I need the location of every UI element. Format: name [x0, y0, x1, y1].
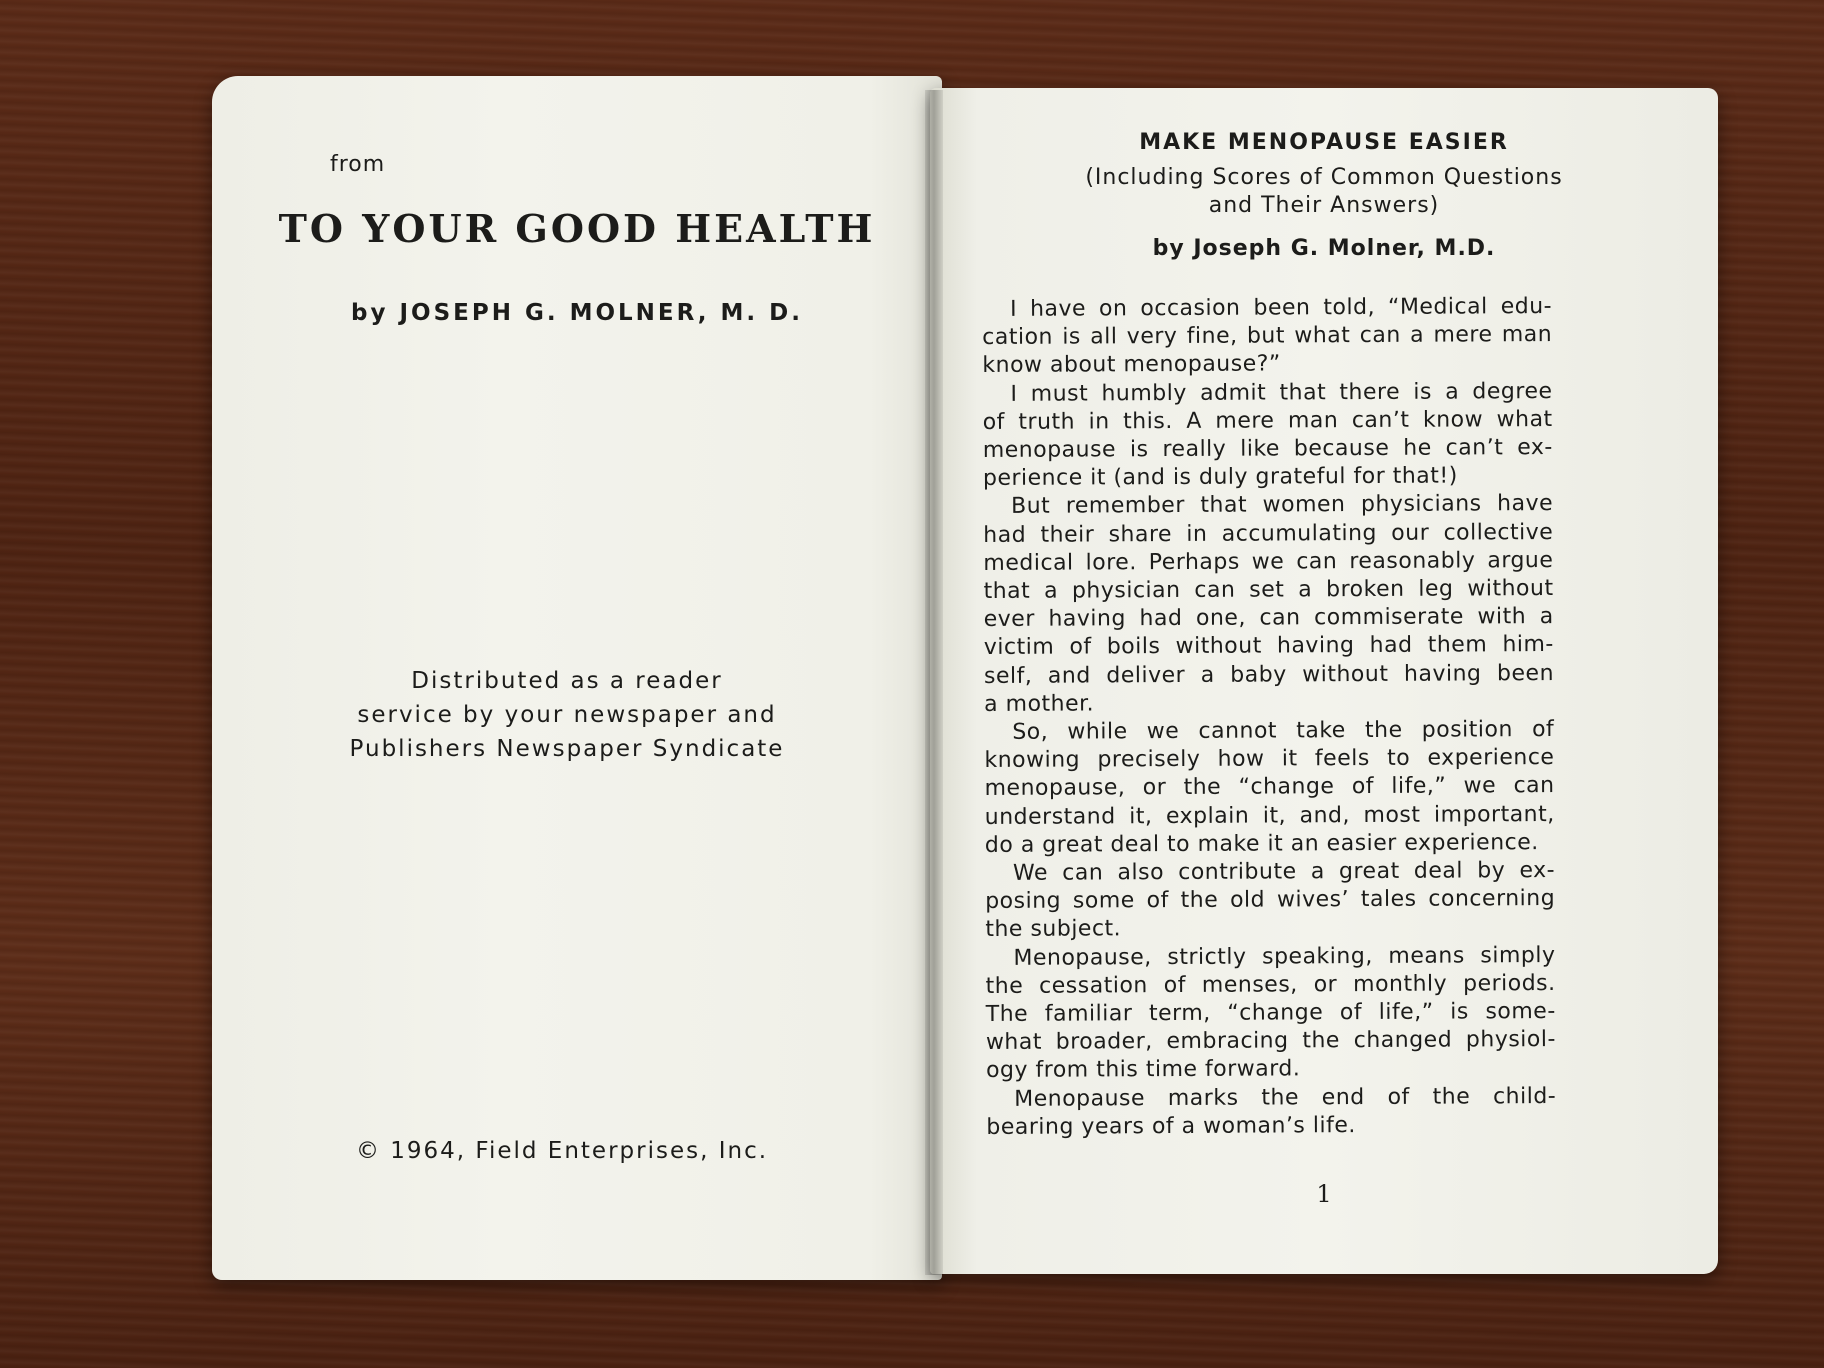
body-line: Menopause, strictly speaking, means simply: [1013, 942, 1556, 971]
body-line: a mother.: [984, 691, 1095, 717]
body-line: knowing precisely how it feels to experience: [984, 745, 1555, 774]
from-label: from: [330, 152, 386, 177]
body-line: But remember that women physicians have: [1011, 491, 1554, 520]
page-number: 1: [1316, 1180, 1332, 1208]
article-body: [982, 293, 1556, 1142]
body-line: The familiar term, “change of life,” is some-: [985, 999, 1556, 1028]
body-line: cation is all very fine, but what can a mere man: [982, 322, 1553, 351]
book-title: TO YOUR GOOD HEALTH: [278, 206, 876, 251]
distribution-line: service by your newspaper and: [357, 702, 777, 728]
body-line: the cessation of menses, or monthly periods.: [985, 970, 1556, 999]
left-author-line: by JOSEPH G. MOLNER, M. D.: [351, 300, 803, 326]
body-line: ogy from this time forward.: [985, 1056, 1301, 1084]
body-line: bearing years of a woman’s life.: [986, 1112, 1356, 1140]
body-line: understand it, explain it, and, most important,: [984, 801, 1555, 830]
body-line: perience it (and is duly grateful for that!): [982, 463, 1458, 492]
body-line: posing some of the old wives’ tales concerning: [985, 886, 1556, 915]
article-author: by Joseph G. Molner, M.D.: [1152, 236, 1496, 261]
distribution-line: Publishers Newspaper Syndicate: [349, 736, 785, 762]
article-subtitle: [930, 164, 1718, 220]
body-line: do a great deal to make it an easier experience.: [984, 829, 1539, 858]
subtitle-line: and Their Answers): [1208, 193, 1440, 218]
body-line: know about menopause?”: [982, 351, 1281, 379]
body-line: self, and deliver a baby without having been: [983, 660, 1555, 689]
subtitle-line: (Including Scores of Common Questions: [1085, 165, 1563, 190]
body-line: the subject.: [985, 916, 1122, 943]
body-line: I have on occasion been told, “Medical edu-: [1010, 294, 1553, 322]
distribution-notice: [212, 664, 922, 766]
body-line: that a physician can set a broken leg without: [983, 576, 1554, 605]
body-line: I must humbly admit that there is a degree: [1010, 378, 1553, 407]
body-line: menopause is really like because he can’t ex-: [982, 435, 1553, 464]
article-title: MAKE MENOPAUSE EASIER: [1139, 130, 1509, 155]
body-line: ever having had one, can commiserate with a: [983, 604, 1554, 633]
distribution-line: Distributed as a reader: [411, 668, 723, 694]
copyright-notice: © 1964, Field Enterprises, Inc.: [355, 1138, 769, 1164]
body-line: We can also contribute a great deal by ex-: [1012, 858, 1556, 886]
body-line: Menopause marks the end of the child-: [1014, 1083, 1557, 1112]
body-line: of truth in this. A mere man can’t know what: [982, 406, 1553, 435]
body-line: victim of boils without having had them him-: [983, 632, 1554, 661]
right-page: [930, 88, 1718, 1274]
left-page: [212, 76, 942, 1280]
body-line: what broader, embracing the changed physiol-: [985, 1027, 1556, 1056]
book-gutter: [925, 90, 943, 1275]
body-line: menopause, or the “change of life,” we can: [984, 773, 1555, 802]
body-line: So, while we cannot take the position of: [1012, 717, 1555, 745]
body-line: had their share in accumulating our collective: [983, 519, 1554, 548]
body-line: medical lore. Perhaps we can reasonably argue: [983, 547, 1554, 576]
